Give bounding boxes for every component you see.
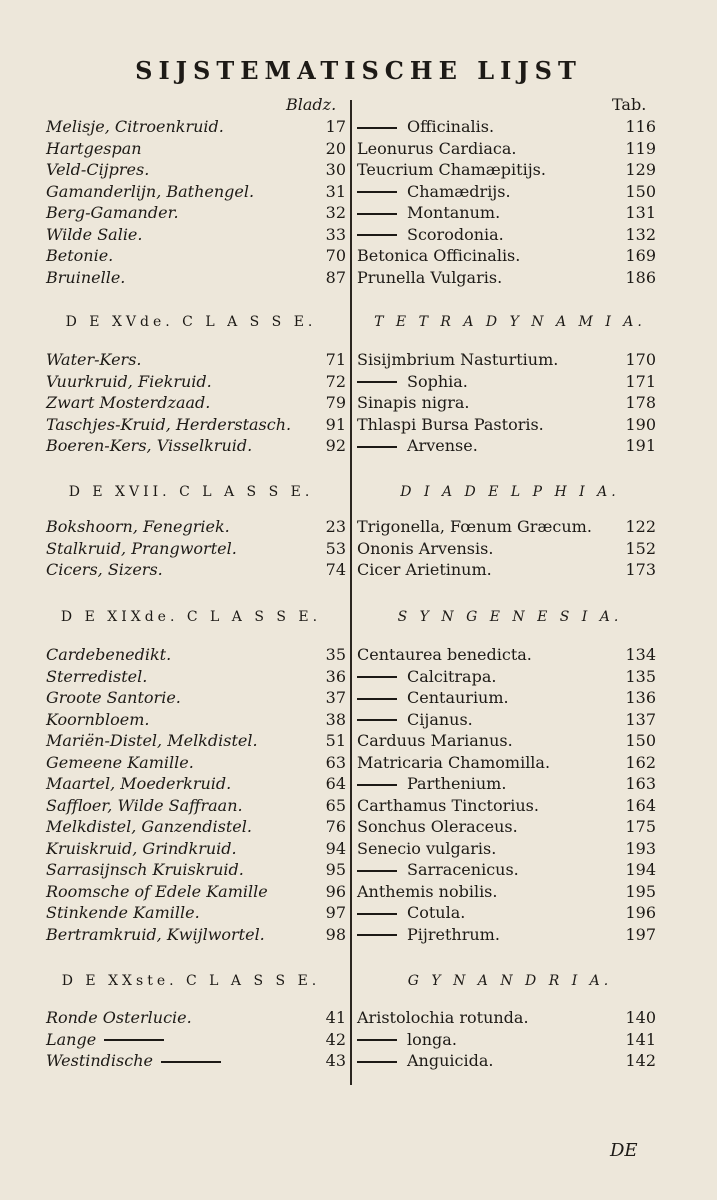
latin-name: longa. <box>357 1029 607 1051</box>
latin-name: Pijrethrum. <box>357 924 607 946</box>
latin-name: Cijanus. <box>357 709 607 731</box>
page-number: 42 <box>325 1029 346 1049</box>
bladz-header: Bladz. <box>286 95 337 114</box>
page-number: 53 <box>325 538 346 558</box>
dutch-name: Vuurkruid, Fiekruid. <box>46 371 212 391</box>
page-number: 95 <box>325 860 346 879</box>
ditto-dash <box>357 213 397 215</box>
page-number: 43 <box>325 1051 346 1070</box>
plate-number: 164 <box>625 795 656 815</box>
plate-number: 194 <box>625 860 656 879</box>
page-number: 38 <box>325 709 346 729</box>
dutch-name: Gemeene Kamille. <box>46 752 194 772</box>
latin-name: Arvense. <box>357 435 607 457</box>
latin-name: Betonica Officinalis. <box>357 246 521 265</box>
column-divider <box>350 100 352 1085</box>
class-heading: D E XXste. C L A S S E. <box>61 973 321 989</box>
plate-number: 195 <box>625 881 656 901</box>
latin-name: Sisijmbrium Nasturtium. <box>357 350 559 369</box>
ditto-dash <box>357 719 397 721</box>
ditto-dash <box>357 446 397 448</box>
dutch-name: Roomsche of Edele Kamille <box>46 881 268 901</box>
page-number: 20 <box>325 138 346 158</box>
ditto-dash <box>357 913 397 915</box>
dutch-name: Maartel, Moederkruid. <box>46 774 232 793</box>
latin-name: Leonurus Cardiaca. <box>357 138 517 158</box>
ditto-dash <box>357 127 397 129</box>
page-number: 96 <box>325 881 346 901</box>
latin-name: Teucrium Chamæpitijs. <box>357 160 546 179</box>
page-number: 71 <box>325 350 346 369</box>
dutch-name: Mariën-Distel, Melkdistel. <box>46 731 258 750</box>
page-number: 51 <box>325 731 346 750</box>
ditto-dash <box>357 1039 397 1041</box>
dutch-name: Sterredistel. <box>46 666 148 686</box>
dutch-name: Hartgespan <box>46 138 142 158</box>
class-heading: D E XIXde. C L A S S E. <box>60 609 322 625</box>
page-number: 17 <box>325 117 346 136</box>
dutch-name: Saffloer, Wilde Saffraan. <box>46 795 243 815</box>
page-number: 92 <box>325 436 346 455</box>
latin-name: Centaurea benedicta. <box>357 645 532 664</box>
latin-name: Centaurium. <box>357 687 607 709</box>
page-number: 33 <box>325 224 346 244</box>
dutch-name: Water-Kers. <box>46 350 142 369</box>
tab-header: Tab. <box>612 95 647 114</box>
page-number: 94 <box>325 838 346 858</box>
plate-number: 137 <box>625 709 656 729</box>
page-number: 37 <box>325 688 346 707</box>
plate-number: 171 <box>625 371 656 391</box>
latin-name: Anthemis nobilis. <box>357 881 498 901</box>
ditto-dash <box>161 1061 221 1063</box>
plate-number: 193 <box>625 838 656 858</box>
latin-name: Sonchus Oleraceus. <box>357 817 518 836</box>
ditto-dash <box>357 934 397 936</box>
plate-number: 119 <box>625 138 656 158</box>
ditto-dash <box>357 676 397 678</box>
latin-name: Trigonella, Fœnum Græcum. <box>357 517 592 536</box>
latin-name: Parthenium. <box>357 773 607 795</box>
page-number: 76 <box>325 817 346 836</box>
plate-number: 162 <box>625 752 656 772</box>
dutch-name: Boeren-Kers, Visselkruid. <box>46 436 253 455</box>
page-number: 98 <box>325 924 346 944</box>
ditto-dash <box>357 698 397 700</box>
page-number: 41 <box>325 1008 346 1027</box>
plate-number: 197 <box>625 924 656 944</box>
latin-name: Scorodonia. <box>357 224 607 246</box>
plate-number: 122 <box>625 517 656 536</box>
ditto-dash <box>357 381 397 383</box>
ditto-dash <box>357 1061 397 1063</box>
page-number: 32 <box>325 203 346 222</box>
dutch-name: Betonie. <box>46 246 114 265</box>
plate-number: 190 <box>625 414 656 434</box>
dutch-name: Taschjes-Kruid, Herderstasch. <box>46 414 292 434</box>
dutch-name: Kruiskruid, Grindkruid. <box>46 838 237 858</box>
dutch-name: Westindische <box>46 1050 326 1072</box>
plate-number: 150 <box>625 731 656 750</box>
plate-number: 136 <box>625 688 656 707</box>
dutch-name: Bruinelle. <box>46 267 126 287</box>
page-number: 63 <box>325 752 346 772</box>
dutch-name: Koornbloem. <box>46 709 150 729</box>
plate-number: 141 <box>625 1029 656 1049</box>
dutch-name: Cicers, Sizers. <box>46 560 163 579</box>
page-number: 91 <box>325 414 346 434</box>
page-number: 36 <box>325 666 346 686</box>
page-title: SIJSTEMATISCHE LIJST <box>135 56 582 85</box>
page-number: 87 <box>325 267 346 287</box>
plate-number: 132 <box>625 224 656 244</box>
dutch-name: Sarrasijnsch Kruiskruid. <box>46 860 244 879</box>
latin-name: Senecio vulgaris. <box>357 838 497 858</box>
ditto-dash <box>104 1039 164 1041</box>
ditto-dash <box>357 870 397 872</box>
latin-name: Aristolochia rotunda. <box>357 1008 529 1027</box>
plate-number: 129 <box>625 160 656 179</box>
latin-name: Officinalis. <box>357 116 607 138</box>
page-number: 31 <box>325 181 346 201</box>
plate-number: 152 <box>625 538 656 558</box>
latin-name: Thlaspi Bursa Pastoris. <box>357 414 544 434</box>
dutch-name: Lange <box>46 1029 326 1051</box>
plate-number: 135 <box>625 666 656 686</box>
plate-number: 170 <box>625 350 656 369</box>
dutch-name: Veld-Cijpres. <box>46 160 150 179</box>
latin-name: Sarracenicus. <box>357 859 607 881</box>
dutch-name: Bertramkruid, Kwijlwortel. <box>46 924 265 944</box>
page-number: 74 <box>325 560 346 579</box>
latin-name: Calcitrapa. <box>357 666 607 688</box>
plate-number: 140 <box>625 1008 656 1027</box>
dutch-name: Melkdistel, Ganzendistel. <box>46 817 252 836</box>
linnaean-class-heading: D I A D E L P H I A. <box>400 484 620 500</box>
plate-number: 196 <box>625 903 656 922</box>
latin-name: Montanum. <box>357 202 607 224</box>
dutch-name: Zwart Mosterdzaad. <box>46 393 211 412</box>
latin-name: Sophia. <box>357 371 607 393</box>
linnaean-class-heading: T E T R A D Y N A M I A. <box>374 314 646 330</box>
plate-number: 116 <box>625 117 656 136</box>
page-number: 70 <box>325 246 346 265</box>
latin-name: Anguicida. <box>357 1050 607 1072</box>
dutch-name: Groote Santorie. <box>46 688 181 707</box>
plate-number: 169 <box>625 246 656 265</box>
catchword: DE <box>610 1140 638 1161</box>
dutch-name: Stinkende Kamille. <box>46 903 200 922</box>
page-number: 79 <box>325 393 346 412</box>
page-number: 65 <box>325 795 346 815</box>
plate-number: 163 <box>625 774 656 793</box>
plate-number: 178 <box>625 393 656 412</box>
page-number: 72 <box>325 371 346 391</box>
latin-name: Sinapis nigra. <box>357 393 470 412</box>
latin-name: Ononis Arvensis. <box>357 538 494 558</box>
latin-name: Carthamus Tinctorius. <box>357 795 539 815</box>
dutch-name: Gamanderlijn, Bathengel. <box>46 181 255 201</box>
linnaean-class-heading: S Y N G E N E S I A. <box>397 609 623 625</box>
linnaean-class-heading: G Y N A N D R I A. <box>407 973 613 989</box>
latin-name: Chamædrijs. <box>357 181 607 203</box>
dutch-name: Melisje, Citroenkruid. <box>46 117 224 136</box>
dutch-name: Berg-Gamander. <box>46 203 179 222</box>
latin-name: Carduus Marianus. <box>357 731 513 750</box>
page-number: 23 <box>325 517 346 536</box>
plate-number: 186 <box>625 267 656 287</box>
plate-number: 134 <box>625 645 656 664</box>
plate-number: 142 <box>625 1051 656 1070</box>
plate-number: 173 <box>625 560 656 579</box>
class-heading: D E XVde. C L A S S E. <box>65 314 317 330</box>
page-number: 64 <box>325 774 346 793</box>
latin-name: Prunella Vulgaris. <box>357 267 503 287</box>
ditto-dash <box>357 784 397 786</box>
ditto-dash <box>357 234 397 236</box>
dutch-name: Cardebenedikt. <box>46 645 172 664</box>
latin-name: Matricaria Chamomilla. <box>357 752 551 772</box>
dutch-name: Ronde Osterlucie. <box>46 1008 192 1027</box>
page-number: 30 <box>325 160 346 179</box>
dutch-name: Bokshoorn, Fenegriek. <box>46 517 230 536</box>
page-number: 35 <box>325 645 346 664</box>
class-heading: D E XVII. C L A S S E. <box>68 484 314 500</box>
dutch-name: Wilde Salie. <box>46 224 143 244</box>
ditto-dash <box>357 191 397 193</box>
dutch-name: Stalkruid, Prangwortel. <box>46 538 237 558</box>
latin-name: Cicer Arietinum. <box>357 560 492 579</box>
plate-number: 175 <box>625 817 656 836</box>
page-number: 97 <box>325 903 346 922</box>
plate-number: 150 <box>625 181 656 201</box>
plate-number: 131 <box>625 203 656 222</box>
latin-name: Cotula. <box>357 902 607 924</box>
plate-number: 191 <box>625 436 656 455</box>
